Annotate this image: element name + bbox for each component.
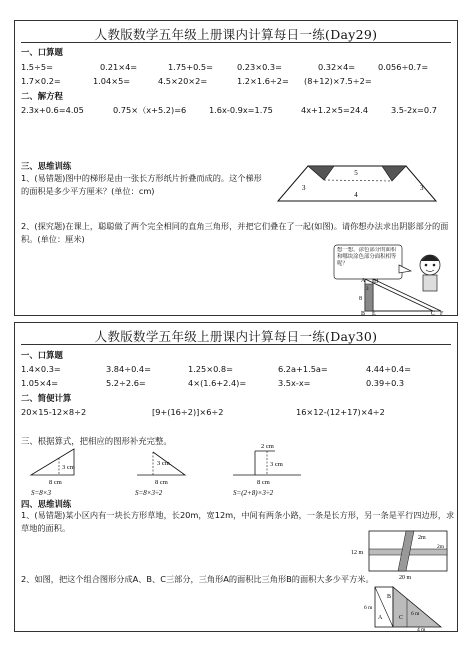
- figure-label: E: [372, 311, 376, 317]
- problem: 1.04×5=: [93, 76, 131, 86]
- problem: 1.5÷5=: [21, 62, 53, 72]
- problem: 0.32×4=: [318, 62, 356, 72]
- figure-parallelogram-incomplete: [29, 447, 109, 497]
- dimension-label: 5: [354, 169, 358, 177]
- figure-label: C: [431, 311, 436, 317]
- height-label: 3 cm: [62, 464, 75, 471]
- figure-triangle-incomplete: [133, 447, 213, 497]
- figure-label: 3: [366, 287, 369, 292]
- figure-label: B: [361, 311, 366, 317]
- base-label: 8 cm: [257, 479, 270, 486]
- figure-label: A: [378, 615, 383, 621]
- problem: 0.23×0.3=: [237, 62, 282, 72]
- worksheet-day29: [14, 20, 458, 316]
- section-heading-oral: 一、口算题: [21, 350, 63, 360]
- problem: 1.2×1.6÷2=: [237, 76, 289, 86]
- composite-shape-figure: [361, 585, 453, 631]
- worksheet-day30: [14, 322, 458, 632]
- problem: (8+12)×7.5÷2=: [304, 76, 372, 86]
- dimension-label: 3: [302, 184, 306, 192]
- figure-label: 6 m: [411, 611, 420, 617]
- figure-label: 4 m: [417, 627, 426, 633]
- stacked-triangles-figure: [333, 245, 457, 315]
- problem: 16×12-(12+17)×4÷2: [296, 407, 385, 417]
- figure-label: 12 m: [351, 550, 364, 556]
- figure-label: F: [440, 311, 444, 317]
- problem: 6.2a+1.5a=: [278, 364, 328, 374]
- question-text: 2、如图，把这个组合图形分成A、B、C三部分，三角形A的面积比三角形B的面积大多少平方米。: [21, 574, 374, 584]
- height-label: 3 cm: [270, 461, 283, 468]
- problem: 3.5x-x=: [278, 378, 311, 388]
- area-formula: S=8×3: [31, 489, 51, 497]
- figure-label: 8: [359, 296, 362, 302]
- problem: 0.21×4=: [100, 62, 138, 72]
- section-heading-simplify: 二、简便计算: [21, 393, 72, 403]
- question-text: 2、(探究题)在课上，聪聪做了两个完全相同的直角三角形，并把它们叠在了一起(如图)。请你想办法求出阴影部分的面积。(单位：厘米): [21, 221, 449, 244]
- base-label: 8 cm: [49, 479, 62, 486]
- problem: 4.44÷0.4=: [366, 364, 411, 374]
- problem: 5.2÷2.6=: [106, 378, 146, 388]
- title-divider: [21, 344, 451, 345]
- figure-label: 2m: [418, 535, 426, 541]
- problem: 0.75×（x+5.2)=6: [113, 105, 187, 115]
- problem: 1.75+0.5=: [168, 62, 213, 72]
- problem: 1.6x-0.9x=1.75: [209, 105, 273, 115]
- problem: 4x+1.2×5=24.4: [301, 105, 369, 115]
- dimension-label: 4: [354, 191, 358, 199]
- problem: 0.39÷0.3: [366, 378, 405, 388]
- problem: 1.7×0.2=: [21, 76, 61, 86]
- title-divider: [21, 42, 451, 43]
- problem: 4×(1.6+2.4)=: [188, 378, 247, 388]
- problem: 4.5×20×2=: [158, 76, 208, 86]
- figure-label: B: [387, 594, 392, 600]
- folded-trapezoid-figure: [274, 163, 454, 208]
- figure-label: 2m: [437, 544, 445, 550]
- figure-label: D: [374, 279, 379, 285]
- figure-label: C: [399, 615, 404, 621]
- area-formula: S=(2+8)×3÷2: [233, 489, 274, 497]
- section-heading-oral: 一、口算题: [21, 47, 63, 57]
- section-heading-thinking: 四、思维训练: [21, 499, 72, 509]
- problem: 3.84÷0.4=: [106, 364, 151, 374]
- section-heading-thinking: 三、思维训练: [21, 161, 72, 171]
- problem: 1.4×0.3=: [21, 364, 61, 374]
- question-text: 1、(易错题)图中的梯形是由一张长方形纸片折叠而成的。这个梯形的面积是多少平方厘米？(单位：cm): [21, 173, 262, 196]
- section-heading-figures: 三、根据算式，把相应的图形补充完整。: [21, 436, 172, 446]
- height-label: 3 cm: [157, 460, 170, 467]
- figure-label: 6 m: [364, 605, 373, 611]
- problem: 2.3x+0.6=4.05: [21, 105, 84, 115]
- lawn-with-paths-figure: [351, 527, 451, 581]
- worksheet-title: 人教版数学五年级上册课内计算每日一练(Day30): [94, 329, 378, 344]
- worksheet-title: 人教版数学五年级上册课内计算每日一练(Day29): [94, 27, 378, 42]
- problem: 1.25×0.8=: [188, 364, 233, 374]
- dimension-label: 3: [420, 184, 424, 192]
- question-text: 1、(易错题)某小区内有一块长方形草地，长20m，宽12m，中间有两条小路，一条是长方形，另一条是平行四边形，求草地的面积。: [21, 510, 455, 533]
- bubble-text: 想一想，涂色部分的面积和哪块涂色部分面积相等呢？: [337, 247, 397, 267]
- problem: [9+(16÷2)]×6÷2: [152, 407, 224, 417]
- figure-label: A: [361, 278, 366, 284]
- problem: 0.056÷0.7=: [378, 62, 429, 72]
- problem: 1.05×4=: [21, 378, 59, 388]
- area-formula: S=8×3÷2: [135, 489, 163, 497]
- figure-label: 20 m: [399, 575, 412, 581]
- figure-trapezoid-incomplete: [231, 441, 311, 497]
- top-label: 2 cm: [261, 443, 274, 450]
- problem: 20×15-12×8÷2: [21, 407, 87, 417]
- section-heading-equations: 二、解方程: [21, 91, 63, 101]
- base-label: 8 cm: [155, 479, 168, 486]
- problem: 3.5-2x=0.7: [391, 105, 437, 115]
